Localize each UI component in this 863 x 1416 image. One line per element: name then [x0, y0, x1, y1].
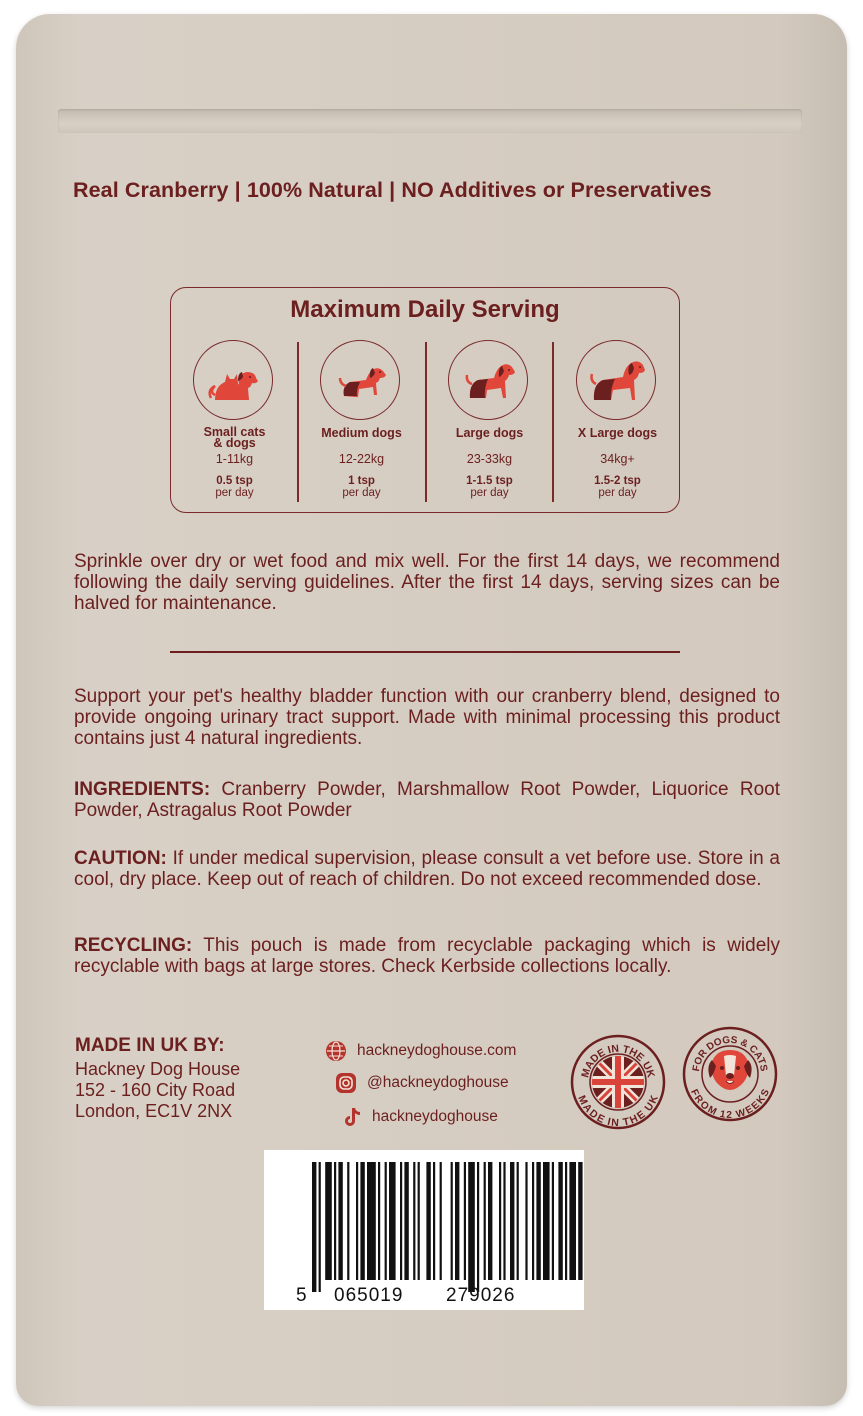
column-amount: 1.5-2 tsp [594, 475, 641, 487]
barcode-bar [334, 1162, 336, 1280]
barcode-right-digits: 279026 [446, 1285, 516, 1306]
pets-badge-bottom-text: FROM 12 WEEKS [687, 1087, 773, 1122]
xlarge-dog-icon [576, 340, 656, 420]
medium-dog-icon [320, 340, 400, 420]
barcode-bar [440, 1162, 442, 1280]
zip-seal [58, 109, 802, 133]
ingredients-text: Cranberry Powder, Marshmallow Root Powder, Liquorice Root Powder, Astragalus Root Powder [74, 779, 780, 821]
pets-badge-top-text: FOR DOGS & CATS [691, 1034, 769, 1073]
caution-block [74, 848, 780, 890]
barcode-bar [360, 1162, 364, 1280]
barcode-bar [455, 1162, 459, 1280]
barcode-bar [464, 1162, 466, 1280]
caution-text: If under medical supervision, please consult a vet before use. Store in a cool, dry place. Keep out of reach of children. Do not exceed recommended dose. [74, 848, 780, 890]
maker-name: Hackney Dog House [75, 1059, 241, 1079]
website-text: hackneydoghouse.com [357, 1042, 517, 1059]
instagram-text: @hackneydoghouse [367, 1074, 509, 1091]
barcode-bar [378, 1162, 380, 1280]
website-contact[interactable] [325, 1040, 516, 1062]
barcode-bar [488, 1162, 492, 1280]
barcode-bar [433, 1162, 435, 1280]
uk-badge-bottom-text: MADE IN THE UK [575, 1093, 661, 1130]
barcode-bar [477, 1162, 479, 1292]
section-divider [170, 651, 680, 653]
barcode-bar [338, 1162, 342, 1280]
serving-column-medium [298, 338, 425, 504]
ingredients-block [74, 779, 780, 821]
barcode-bar [389, 1162, 396, 1280]
barcode-bar [503, 1162, 505, 1280]
globe-icon [325, 1040, 347, 1062]
column-weight: 1-11kg [215, 452, 254, 466]
column-weight: 23-33kg [466, 452, 513, 466]
barcode-bar [499, 1162, 501, 1280]
barcode [264, 1150, 584, 1310]
column-name: Small cats [203, 425, 266, 439]
barcode-bar [400, 1162, 402, 1280]
column-per-day: per day [598, 487, 637, 499]
instagram-icon [335, 1072, 357, 1094]
column-amount: 0.5 tsp [216, 475, 253, 487]
barcode-left-digits: 065019 [334, 1285, 404, 1306]
barcode-bar [525, 1162, 527, 1280]
barcode-bar [451, 1162, 453, 1280]
barcode-bar [510, 1162, 514, 1280]
usage-instructions: Sprinkle over dry or wet food and mix well. For the first 14 days, we recommend following the daily serving guidelines. After the first 14 days, serving sizes can be halved for maintenance. [74, 551, 780, 614]
barcode-bar [532, 1162, 534, 1280]
column-amount: 1 tsp [348, 475, 375, 487]
tiktok-icon [340, 1106, 362, 1128]
recycling-label: RECYCLING: [74, 935, 193, 956]
column-per-day: per day [342, 487, 381, 499]
barcode-bar [517, 1162, 519, 1280]
made-in-uk-badge [570, 1034, 666, 1130]
barcode-bar [536, 1162, 540, 1280]
barcode-bars [264, 1150, 584, 1310]
barcode-bar [426, 1162, 430, 1280]
barcode-lead-digit: 5 [296, 1285, 307, 1306]
barcode-bar [413, 1162, 415, 1280]
svg-text:FROM 12 WEEKS [688, 1087, 772, 1121]
barcode-bar [418, 1162, 420, 1280]
column-per-day: per day [470, 487, 509, 499]
column-name-line2: & dogs [213, 436, 256, 450]
manufacturer-address [75, 1035, 240, 1122]
barcode-bar [385, 1162, 387, 1280]
barcode-bar [468, 1162, 475, 1292]
serving-column-xlarge [554, 338, 681, 504]
caution-label: CAUTION: [74, 848, 167, 869]
barcode-bar [484, 1162, 486, 1280]
barcode-bar [558, 1162, 562, 1280]
tagline: Real Cranberry | 100% Natural | NO Additives or Preservatives [73, 178, 712, 202]
tiktok-contact[interactable] [340, 1106, 498, 1128]
barcode-bar [565, 1162, 567, 1280]
cat-and-dog-icon [193, 340, 273, 420]
maker-city: London, EC1V 2NX [75, 1101, 233, 1121]
column-amount: 1-1.5 tsp [466, 475, 513, 487]
made-in-heading: MADE IN UK BY: [75, 1035, 225, 1056]
product-description: Support your pet's healthy bladder function with our cranberry blend, designed to provide ongoing urinary tract support. Made with minimal processing this product contains just 4 natural ingredients. [74, 686, 780, 749]
column-weight: 34kg+ [600, 452, 635, 466]
barcode-bar [347, 1162, 349, 1280]
recycling-block [74, 935, 780, 977]
tiktok-text: hackneydoghouse [372, 1108, 498, 1125]
maker-street: 152 - 160 City Road [75, 1080, 236, 1100]
serving-column-small [171, 338, 298, 504]
dog-face-icon [708, 1050, 751, 1090]
barcode-bar [552, 1162, 554, 1280]
column-name: X Large dogs [577, 426, 658, 440]
barcode-bar [404, 1162, 408, 1280]
instagram-contact[interactable] [335, 1072, 509, 1094]
barcode-bar [569, 1162, 576, 1280]
barcode-bar [543, 1162, 550, 1280]
barcode-bar [319, 1162, 321, 1292]
column-name: Large dogs [455, 426, 524, 440]
recycling-text: This pouch is made from recyclable packaging which is widely recyclable with bags at large stores. Check Kerbside collections locally. [74, 935, 780, 977]
barcode-bar [367, 1162, 376, 1280]
barcode-bar [356, 1162, 358, 1280]
column-per-day: per day [215, 487, 254, 499]
large-dog-icon [448, 340, 528, 420]
ingredients-label: INGREDIENTS: [74, 779, 211, 800]
barcode-bar [312, 1162, 316, 1292]
column-name: Medium dogs [321, 426, 402, 440]
serving-table [170, 287, 680, 513]
serving-column-large [426, 338, 553, 504]
for-dogs-and-cats-badge [682, 1026, 778, 1122]
serving-title: Maximum Daily Serving [290, 296, 560, 323]
column-weight: 12-22kg [338, 452, 385, 466]
uk-badge-top-text: MADE IN THE UK [579, 1042, 657, 1079]
barcode-bar [325, 1162, 332, 1280]
barcode-bar [578, 1162, 582, 1280]
